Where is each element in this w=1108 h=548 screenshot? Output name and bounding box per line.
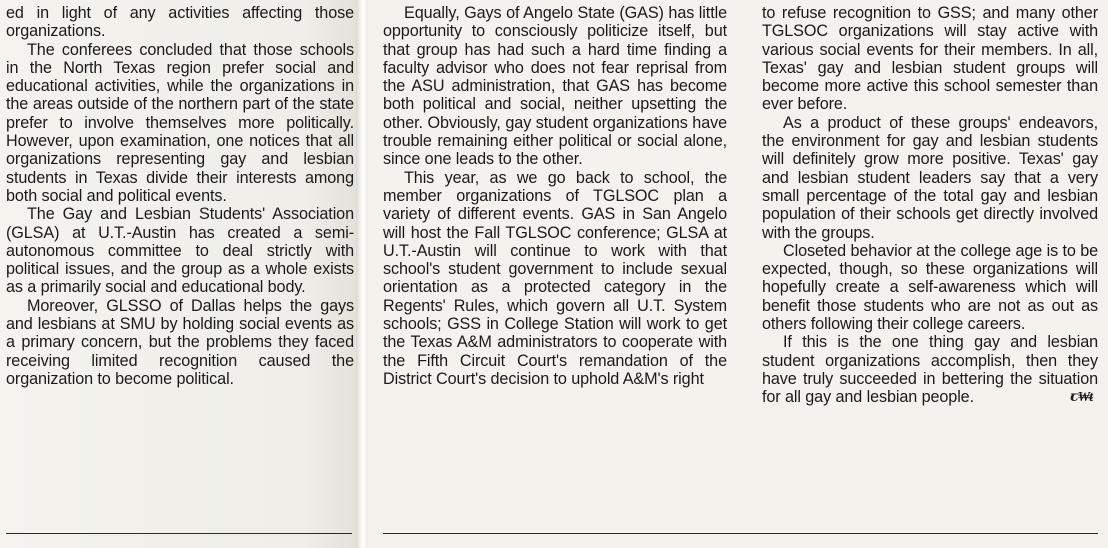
paragraph: As a product of these groups' endeavors, the environment for gay and lesbian students will definitely grow more positive. Texas' gay and lesbian student leaders say that a very small percentage of the total gay and lesbian population of their schools get directly involved with the groups. bbox=[762, 113, 1098, 242]
bottom-rule-right bbox=[383, 533, 1098, 534]
paragraph-continued: ed in light of any activities affecting those organizations. bbox=[6, 4, 354, 41]
final-paragraph-text: If this is the one thing gay and lesbian student organizations accomplish, then they have truly succeeded in bettering the situation for all gay and lesbian people. bbox=[762, 333, 1098, 407]
paragraph: The conferees concluded that those schools in the North Texas region prefer social and educational activities, while the organizations in the areas outside of the northern part of the state prefer to involve themselves more politically. However, upon examination, one notices that all organizations representing gay and lesbian students in Texas divide their interests among both social and political events. bbox=[6, 40, 354, 205]
text-column-3 bbox=[762, 4, 1098, 407]
paragraph: Closeted behavior at the college age is to be expected, though, so these organizations will hopefully create a self-awareness which will benefit those students who are not as out as others following their college careers. bbox=[762, 241, 1098, 334]
paragraph: Equally, Gays of Angelo State (GAS) has little opportunity to consciously politicize itself, but that group has had such a hard time finding a faculty advisor who does not fear reprisal from the ASU administration, that GAS has become both political and social, neither upsetting the other. Obviously, gay student organizations have trouble remaining either political or social alone, since one leads to the other. bbox=[383, 4, 727, 169]
paragraph: The Gay and Lesbian Students' Association (GLSA) at U.T.-Austin has created a semi-autonomous committee to deal strictly with political issues, and the group as a whole exists as a primarily social and educational body. bbox=[6, 205, 354, 297]
end-mark-logo: ꞇ₩ᵵ bbox=[1070, 389, 1092, 406]
paragraph: This year, as we go back to school, the member organizations of TGLSOC plan a variety of different events. GAS in San Angelo will host the Fall TGLSOC conference; GLSA at U.T.-Austin will continue to work with that school's student government to include sexual orientation as a protected category in the Regents' Rules, which govern all U.T. System schools; GSS in College Station will work to get the Texas A&M administrators to cooperate with the Fifth Circuit Court's remandation of the District Court's decision to uphold A&M's right bbox=[383, 168, 727, 388]
bottom-rule-left bbox=[6, 533, 352, 534]
paragraph: Moreover, GLSSO of Dallas helps the gays and lesbians at SMU by holding social events as a primary concern, but the problems they faced receiving limited recognition caused the organization to become political. bbox=[6, 296, 354, 388]
paragraph-continued: to refuse recognition to GSS; and many other TGLSOC organizations will stay active with various social events for their members. In all, Texas' gay and lesbian student groups will become more active this school semester than ever before. bbox=[762, 4, 1098, 114]
paragraph-final bbox=[762, 333, 1098, 406]
text-column-1 bbox=[6, 4, 354, 388]
text-column-2 bbox=[383, 4, 727, 388]
page-gutter bbox=[356, 0, 368, 548]
